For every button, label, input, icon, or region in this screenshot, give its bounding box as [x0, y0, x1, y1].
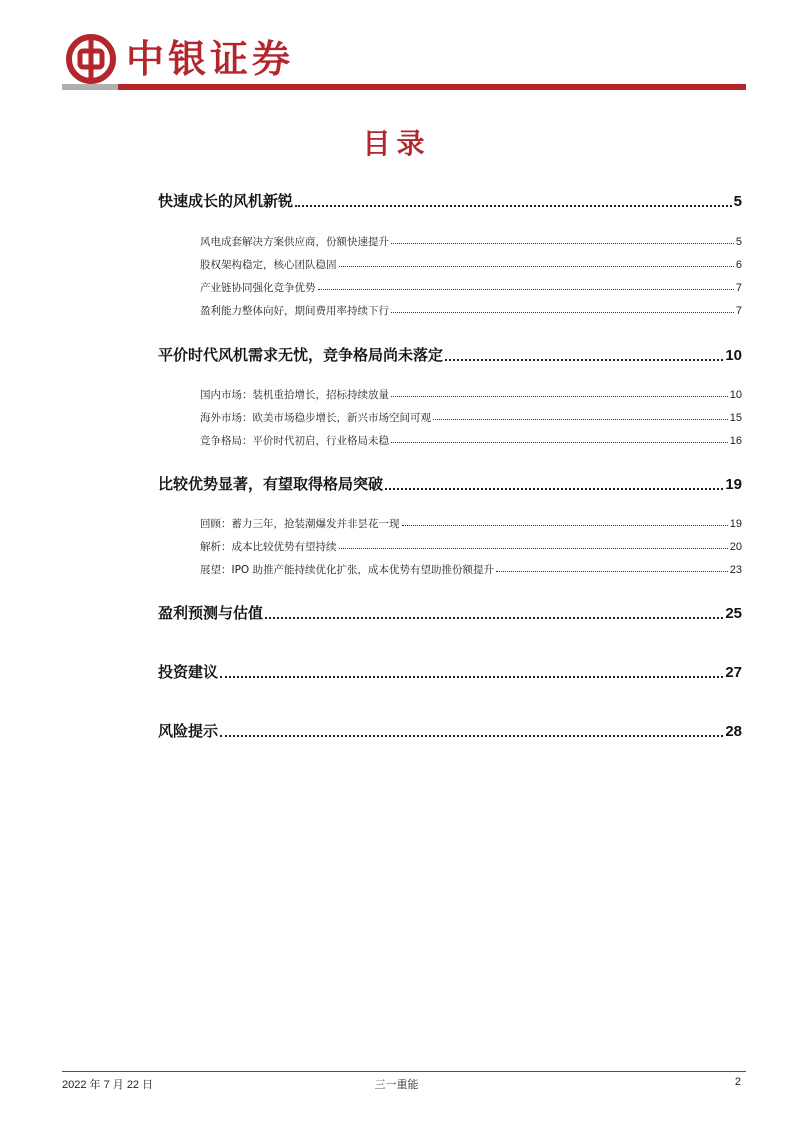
toc-item-label: 回顾：蓄力三年，抢装潮爆发并非昙花一现 — [200, 518, 400, 530]
toc-item-label: 盈利能力整体向好，期间费用率持续下行 — [200, 305, 389, 317]
toc-item[interactable] — [200, 257, 742, 272]
toc-item-page: 7 — [735, 282, 742, 294]
page-header — [62, 30, 746, 92]
toc-item-page: 15 — [729, 412, 742, 424]
toc-item-page: 10 — [729, 389, 742, 401]
toc-item[interactable] — [200, 433, 742, 448]
header-divider — [62, 84, 746, 90]
footer-date: 2022 年 7 月 22 日 — [62, 1079, 154, 1091]
leader-dots — [391, 396, 728, 397]
toc-item-page: 16 — [729, 435, 742, 447]
toc-section-page: 27 — [725, 664, 742, 681]
toc-section-label: 快速成长的风机新锐 — [158, 192, 294, 210]
footer-page-number: 2 — [734, 1076, 741, 1088]
page-title: 目录 — [362, 127, 431, 160]
toc-section-page: 5 — [733, 193, 742, 210]
leader-dots — [385, 488, 723, 490]
toc-section[interactable] — [158, 602, 742, 623]
toc-item-label: 海外市场：欧美市场稳步增长，新兴市场空间可观 — [200, 412, 431, 424]
toc-item-page: 6 — [735, 259, 742, 271]
toc-section-label: 盈利预测与估值 — [158, 604, 264, 622]
bank-of-china-logo-icon — [66, 34, 116, 84]
leader-dots — [339, 548, 728, 549]
toc-item-page: 19 — [729, 518, 742, 530]
toc-section-page: 28 — [725, 723, 742, 740]
toc-section-page: 19 — [725, 476, 742, 493]
toc-item-page: 5 — [735, 236, 742, 248]
footer-divider — [62, 1071, 746, 1072]
toc-item-page: 7 — [735, 305, 742, 317]
leader-dots — [318, 289, 734, 290]
toc-item-page: 20 — [729, 541, 742, 553]
leader-dots — [391, 442, 728, 443]
toc-item-label: 风电成套解决方案供应商，份额快速提升 — [200, 236, 389, 248]
leader-dots — [391, 312, 734, 313]
leader-dots — [496, 571, 728, 572]
leader-dots — [220, 735, 723, 737]
toc-section[interactable] — [158, 473, 742, 494]
toc-item-page: 23 — [729, 564, 742, 576]
leader-dots — [391, 243, 734, 244]
toc-item-label: 竞争格局：平价时代初启，行业格局未稳 — [200, 435, 389, 447]
toc-section-label: 投资建议 — [158, 663, 219, 681]
toc-section-label: 风险提示 — [158, 722, 219, 740]
toc-section-label: 比较优势显著，有望取得格局突破 — [158, 475, 384, 493]
toc-section-label: 平价时代风机需求无忧，竞争格局尚未落定 — [158, 346, 444, 364]
toc-section[interactable] — [158, 344, 742, 365]
toc-section-page: 25 — [725, 605, 742, 622]
toc-section[interactable] — [158, 190, 742, 211]
toc-item-label: 国内市场：装机重拾增长，招标持续放量 — [200, 389, 389, 401]
leader-dots — [445, 359, 723, 361]
footer-company: 三一重能 — [374, 1078, 419, 1091]
toc-item[interactable] — [200, 280, 742, 295]
toc-item[interactable] — [200, 562, 742, 577]
toc-section[interactable] — [158, 720, 742, 741]
toc-section-page: 10 — [725, 347, 742, 364]
toc-item-label: 产业链协同强化竞争优势 — [200, 282, 316, 294]
toc-item[interactable] — [200, 387, 742, 402]
brand-name: 中银证券 — [126, 36, 295, 81]
toc-item[interactable] — [200, 234, 742, 249]
toc-section[interactable] — [158, 661, 742, 682]
toc-item-label: 展望：IPO 助推产能持续优化扩张，成本优势有望助推份额提升 — [200, 564, 495, 576]
leader-dots — [220, 676, 723, 678]
leader-dots — [339, 266, 734, 267]
toc-item[interactable] — [200, 516, 742, 531]
toc-item[interactable] — [200, 410, 742, 425]
leader-dots — [265, 617, 723, 619]
leader-dots — [402, 525, 728, 526]
leader-dots — [433, 419, 728, 420]
toc-item[interactable] — [200, 539, 742, 554]
leader-dots — [295, 205, 732, 207]
toc-item-label: 解析：成本比较优势有望持续 — [200, 541, 337, 553]
toc-item[interactable] — [200, 303, 742, 318]
toc-item-label: 股权架构稳定，核心团队稳固 — [200, 259, 337, 271]
